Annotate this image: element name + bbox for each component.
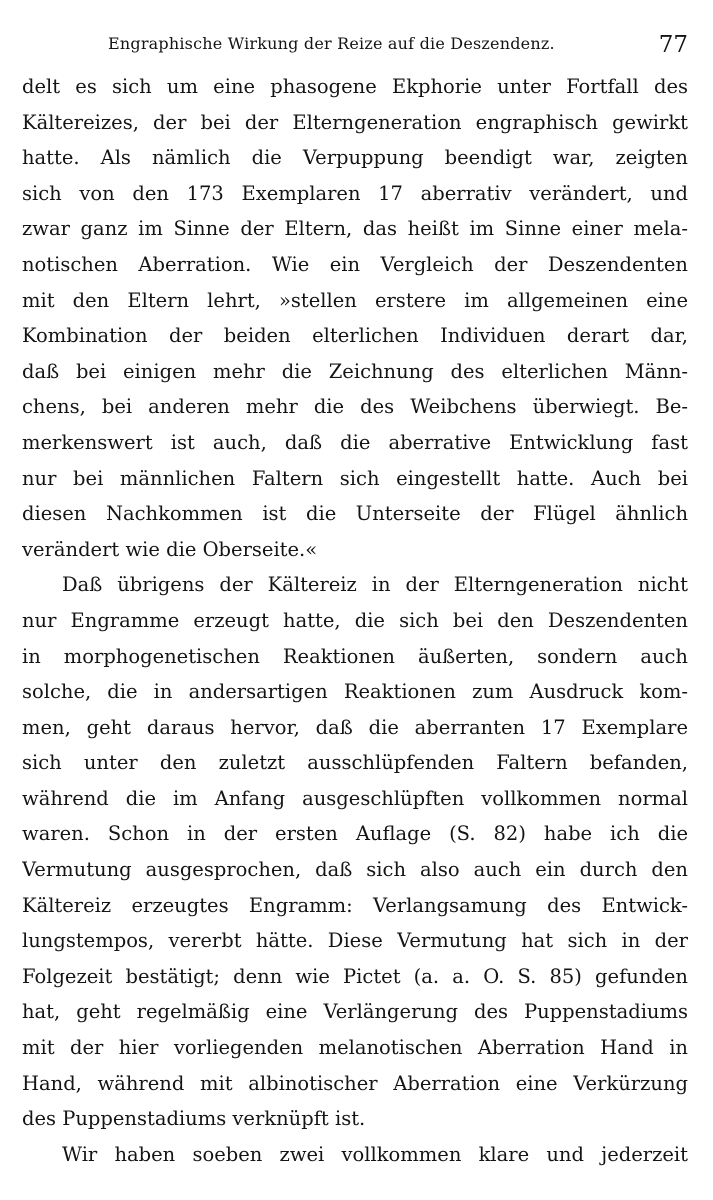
text-line: zwar ganz im Sinne der Eltern, das heißt im Sinne einer mela- (22, 217, 688, 241)
text-line: Folgezeit bestätigt; denn wie Pictet (a. a. O. S. 85) gefunden (22, 964, 688, 988)
text-line: sich unter den zuletzt ausschlüpfenden Faltern befanden, (22, 751, 688, 775)
text-line: Kältereiz erzeugtes Engramm: Verlangsamung des Entwick- (22, 893, 688, 917)
text-line: daß bei einigen mehr die Zeichnung des elterlichen Männ- (22, 359, 688, 383)
text-line: des Puppenstadiums verknüpft ist. (22, 1107, 366, 1131)
text-line: Daß übrigens der Kältereiz in der Elterngeneration nicht (62, 573, 688, 597)
text-line: diesen Nachkommen ist die Unterseite der Flügel ähnlich (22, 502, 688, 526)
text-line: nur bei männlichen Faltern sich eingestellt hatte. Auch bei (22, 466, 688, 490)
text-line: Wir haben soeben zwei vollkommen klare und jederzeit (62, 1142, 688, 1166)
text-line: sich von den 173 Exemplaren 17 aberrativ verändert, und (22, 181, 688, 205)
text-line: waren. Schon in der ersten Auflage (S. 82) habe ich die (22, 822, 688, 846)
text-line: men, geht daraus hervor, daß die aberranten 17 Exemplare (22, 715, 688, 739)
text-line: Kombination der beiden elterlichen Individuen derart dar, (22, 324, 688, 348)
text-line: verändert wie die Oberseite.« (22, 537, 318, 561)
text-line: mit der hier vorliegenden melanotischen Aberration Hand in (22, 1036, 688, 1060)
paragraph (22, 1137, 688, 1173)
text-line: hatte. Als nämlich die Verpuppung beendigt war, zeigten (22, 146, 688, 170)
text-line: in morphogenetischen Reaktionen äußerten, sondern auch (22, 644, 688, 668)
running-header (22, 26, 688, 66)
text-line: chens, bei anderen mehr die des Weibchens überwiegt. Be- (22, 395, 688, 419)
text-line: während die im Anfang ausgeschlüpften vollkommen normal (22, 786, 688, 810)
text-line: Hand, während mit albinotischer Aberration eine Verkürzung (22, 1071, 688, 1095)
book-page (22, 26, 688, 1172)
body-text (22, 69, 688, 1172)
page-number: 77 (658, 32, 688, 58)
paragraph (22, 567, 688, 1137)
text-line: Vermutung ausgesprochen, daß sich also auch ein durch den (22, 858, 688, 882)
text-line: nur Engramme erzeugt hatte, die sich bei den Deszendenten (22, 608, 688, 632)
paragraph (22, 69, 688, 567)
text-line: Kältereizes, der bei der Elterngeneration engraphisch gewirkt (22, 110, 688, 134)
text-line: lungstempos, vererbt hätte. Diese Vermutung hat sich in der (22, 929, 688, 953)
text-line: solche, die in andersartigen Reaktionen zum Ausdruck kom- (22, 680, 688, 704)
text-line: hat, geht regelmäßig eine Verlängerung des Puppenstadiums (22, 1000, 688, 1024)
text-line: mit den Eltern lehrt, »stellen erstere im allgemeinen eine (22, 288, 688, 312)
text-line: notischen Aberration. Wie ein Vergleich der Deszendenten (22, 252, 688, 276)
running-title: Engraphische Wirkung der Reize auf die Deszendenz. (108, 34, 555, 53)
text-line: delt es sich um eine phasogene Ekphorie unter Fortfall des (22, 75, 688, 98)
text-line: merkenswert ist auch, daß die aberrative Entwicklung fast (22, 430, 688, 454)
